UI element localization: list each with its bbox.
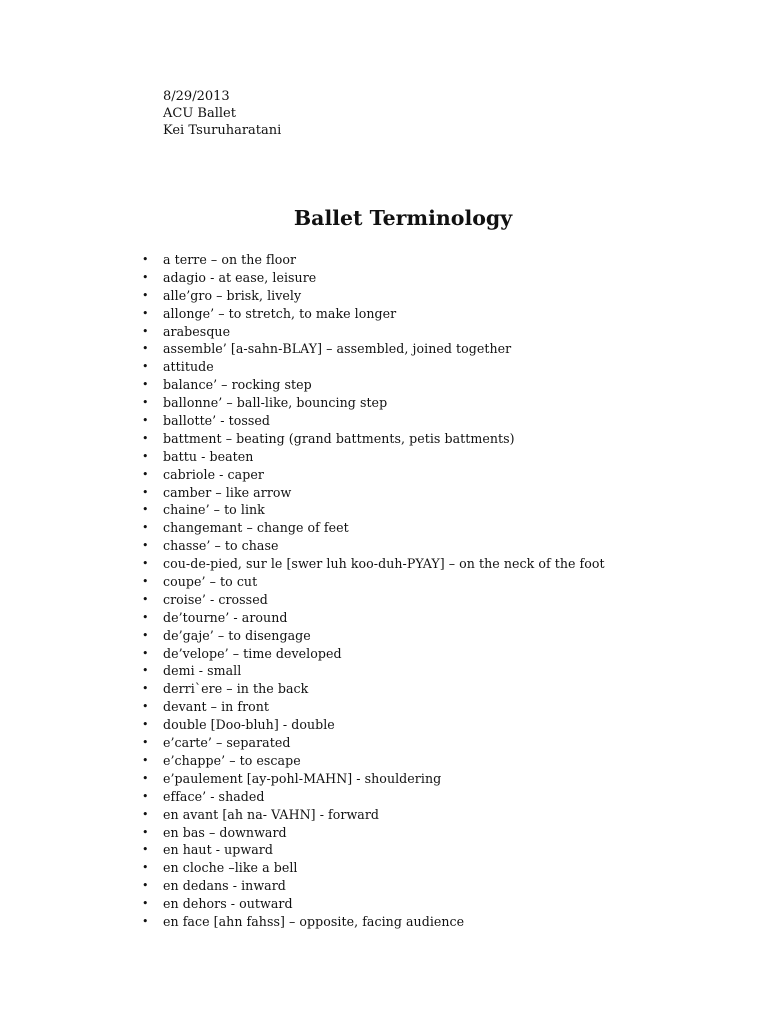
list-item bbox=[0, 591, 605, 609]
bullet-icon: • bbox=[142, 592, 149, 606]
bullet-icon: • bbox=[142, 610, 149, 624]
bullet-icon: • bbox=[142, 789, 149, 803]
list-item bbox=[0, 645, 605, 663]
term-text: en avant [ah na- VAHN] - forward bbox=[163, 806, 380, 822]
list-item bbox=[0, 323, 605, 341]
term-text: attitude bbox=[163, 359, 214, 375]
bullet-icon: • bbox=[142, 431, 149, 445]
term-text: de’velope’ – time developed bbox=[163, 645, 342, 661]
term-text: croise’ - crossed bbox=[163, 591, 268, 607]
term-text: battment – beating (grand battments, petis battments) bbox=[163, 430, 515, 446]
list-item bbox=[0, 788, 605, 806]
list-item bbox=[0, 609, 605, 627]
list-item bbox=[0, 537, 605, 555]
bullet-icon: • bbox=[142, 718, 149, 732]
list-item bbox=[0, 358, 605, 376]
list-item bbox=[0, 841, 605, 859]
term-text: devant – in front bbox=[163, 699, 270, 715]
list-item bbox=[0, 913, 605, 931]
term-text: chasse’ – to chase bbox=[163, 538, 279, 554]
term-text: camber – like arrow bbox=[163, 484, 292, 500]
list-item bbox=[0, 680, 605, 698]
bullet-icon: • bbox=[142, 843, 149, 857]
term-text: assemble’ [a-sahn-BLAY] – assembled, joined together bbox=[163, 341, 512, 357]
list-item bbox=[0, 305, 605, 323]
term-text: changemant – change of feet bbox=[163, 520, 349, 536]
term-text: arabesque bbox=[163, 323, 231, 339]
list-item bbox=[0, 430, 605, 448]
term-text: en dehors - outward bbox=[163, 896, 293, 912]
term-text: allonge’ – to stretch, to make longer bbox=[163, 305, 397, 321]
term-text: de’gaje’ – to disengage bbox=[163, 627, 311, 643]
bullet-icon: • bbox=[142, 342, 149, 356]
term-text: ballotte’ - tossed bbox=[163, 413, 271, 429]
list-item bbox=[0, 698, 605, 716]
list-item bbox=[0, 734, 605, 752]
document-header bbox=[163, 88, 281, 139]
bullet-icon: • bbox=[142, 628, 149, 642]
bullet-icon: • bbox=[142, 736, 149, 750]
bullet-icon: • bbox=[142, 288, 149, 302]
list-item bbox=[0, 895, 605, 913]
term-text: en face [ahn fahss] – opposite, facing audience bbox=[163, 913, 465, 929]
list-item bbox=[0, 573, 605, 591]
bullet-icon: • bbox=[142, 700, 149, 714]
bullet-icon: • bbox=[142, 897, 149, 911]
list-item bbox=[0, 340, 605, 358]
term-text: cou-de-pied, sur le [swer luh koo-duh-PYAY] – on the neck of the foot bbox=[163, 556, 605, 572]
bullet-icon: • bbox=[142, 503, 149, 517]
term-text: en bas – downward bbox=[163, 824, 287, 840]
term-text: demi - small bbox=[163, 663, 242, 679]
list-item bbox=[0, 376, 605, 394]
terminology-list bbox=[0, 251, 605, 931]
list-item bbox=[0, 859, 605, 877]
list-item bbox=[0, 716, 605, 734]
list-item bbox=[0, 448, 605, 466]
term-text: cabriole - caper bbox=[163, 466, 264, 482]
bullet-icon: • bbox=[142, 485, 149, 499]
list-item bbox=[0, 269, 605, 287]
bullet-icon: • bbox=[142, 914, 149, 928]
term-text: coupe’ – to cut bbox=[163, 574, 258, 590]
term-text: adagio - at ease, leisure bbox=[163, 269, 317, 285]
list-item bbox=[0, 627, 605, 645]
list-item bbox=[0, 770, 605, 788]
bullet-icon: • bbox=[142, 539, 149, 553]
bullet-icon: • bbox=[142, 521, 149, 535]
term-text: double [Doo-bluh] - double bbox=[163, 717, 335, 733]
bullet-icon: • bbox=[142, 467, 149, 481]
bullet-icon: • bbox=[142, 253, 149, 266]
bullet-icon: • bbox=[142, 396, 149, 410]
list-item bbox=[0, 287, 605, 305]
term-text: derri`ere – in the back bbox=[163, 681, 309, 697]
bullet-icon: • bbox=[142, 861, 149, 875]
bullet-icon: • bbox=[142, 557, 149, 571]
list-item bbox=[0, 412, 605, 430]
bullet-icon: • bbox=[142, 879, 149, 893]
term-text: e’carte’ – separated bbox=[163, 735, 291, 751]
page-title: Ballet Terminology bbox=[293, 206, 513, 230]
bullet-icon: • bbox=[142, 449, 149, 463]
bullet-icon: • bbox=[142, 825, 149, 839]
bullet-icon: • bbox=[142, 378, 149, 392]
term-text: battu - beaten bbox=[163, 448, 254, 464]
course: ACU Ballet bbox=[163, 106, 236, 121]
term-text: en haut - upward bbox=[163, 842, 273, 858]
list-item bbox=[0, 662, 605, 680]
list-item bbox=[0, 466, 605, 484]
bullet-icon: • bbox=[142, 324, 149, 338]
list-item bbox=[0, 877, 605, 895]
list-item bbox=[0, 824, 605, 842]
term-text: chaine’ – to link bbox=[163, 502, 265, 518]
bullet-icon: • bbox=[142, 664, 149, 678]
list-item bbox=[0, 519, 605, 537]
bullet-icon: • bbox=[142, 270, 149, 284]
bullet-icon: • bbox=[142, 682, 149, 696]
list-item bbox=[0, 752, 605, 770]
term-text: efface’ - shaded bbox=[163, 788, 265, 804]
term-text: de’tourne’ - around bbox=[163, 609, 288, 625]
list-item bbox=[0, 501, 605, 519]
bullet-icon: • bbox=[142, 414, 149, 428]
list-item bbox=[0, 484, 605, 502]
term-text: alle’gro – brisk, lively bbox=[163, 287, 302, 303]
bullet-icon: • bbox=[142, 753, 149, 767]
date: 8/29/2013 bbox=[163, 89, 230, 104]
term-text: ballonne’ – ball-like, bouncing step bbox=[163, 395, 388, 411]
author: Kei Tsuruharatani bbox=[163, 123, 282, 138]
term-text: en cloche –like a bell bbox=[163, 860, 298, 876]
term-text: en dedans - inward bbox=[163, 878, 286, 894]
list-item bbox=[0, 394, 605, 412]
bullet-icon: • bbox=[142, 306, 149, 320]
list-item bbox=[0, 555, 605, 573]
term-text: e’chappe’ – to escape bbox=[163, 752, 301, 768]
term-text: balance’ – rocking step bbox=[163, 377, 312, 393]
bullet-icon: • bbox=[142, 646, 149, 660]
bullet-icon: • bbox=[142, 360, 149, 374]
term-text: a terre – on the floor bbox=[163, 252, 297, 267]
bullet-icon: • bbox=[142, 771, 149, 785]
list-item bbox=[0, 251, 605, 269]
term-text: e’paulement [ay-pohl-MAHN] - shouldering bbox=[163, 770, 442, 786]
list-item bbox=[0, 806, 605, 824]
bullet-icon: • bbox=[142, 807, 149, 821]
bullet-icon: • bbox=[142, 575, 149, 589]
